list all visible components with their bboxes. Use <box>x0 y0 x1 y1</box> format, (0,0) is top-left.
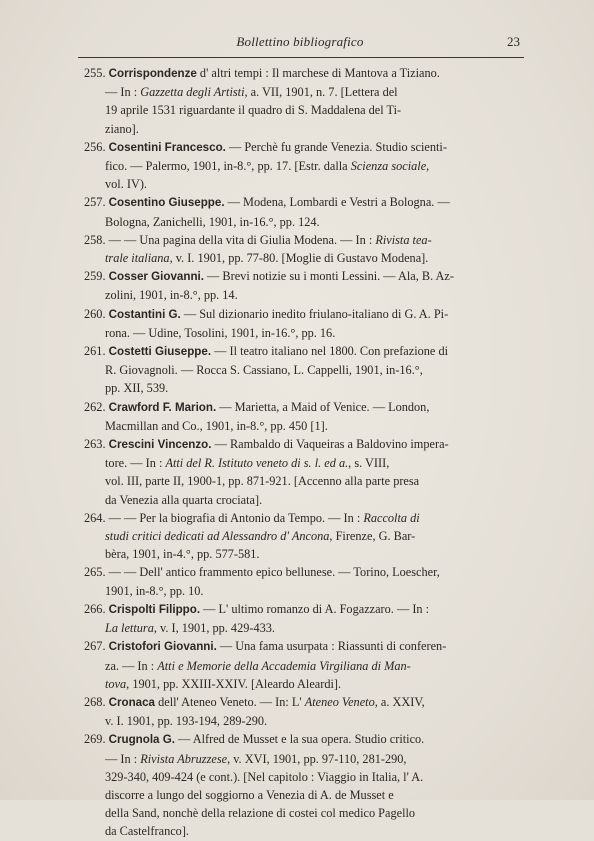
entry-text: , s. VIII, <box>348 456 390 471</box>
bibliography-entry <box>84 193 460 230</box>
entry-periodical: Rivista Abruzzese <box>140 751 228 766</box>
entry-text: ziano]. <box>105 121 139 136</box>
entry-author: Crescini Vincenzo. <box>108 438 212 452</box>
entry-number: 255. <box>84 66 106 80</box>
running-title: Bollettino bibliografico <box>236 34 364 49</box>
entry-periodical: Rivista tea- <box>375 232 432 247</box>
entry-text: , 1901, pp. XXIII-XXIV. [Aleardo Aleardi]. <box>126 676 342 691</box>
entry-number: 267. <box>84 639 106 654</box>
entry-text: v. I. 1901, pp. 193-194, 289-290. <box>105 714 268 729</box>
entry-number: 269. <box>84 732 106 747</box>
entry-text: d' altri tempi : Il marchese di Mantova a Tiziano. <box>196 66 440 80</box>
entry-text: — Perchè fu grande Venezia. Studio scienti- <box>225 139 447 154</box>
entry-periodical: tova <box>105 676 127 691</box>
entry-periodical: Scienza sociale, <box>350 159 430 174</box>
bibliography-entry <box>84 435 460 509</box>
entry-periodical: Raccolta di <box>363 510 420 525</box>
running-header <box>80 34 520 52</box>
bibliography-entry <box>84 637 460 693</box>
entry-text: — In : <box>105 751 141 766</box>
entry-author: Cosentini Francesco. <box>108 140 226 154</box>
entry-author: Cristofori Giovanni. <box>108 640 217 654</box>
entry-text: Macmillan and Co., 1901, in-8.°, pp. 450 [1]. <box>105 418 328 433</box>
entry-text: 1901, in-8.°, pp. 10. <box>105 583 204 598</box>
entry-text: , v. XVI, 1901, pp. 97-110, 281-290, <box>227 751 407 766</box>
page-number: 23 <box>507 34 520 49</box>
entry-number: 268. <box>84 694 106 709</box>
entry-text: 329-340, 409-424 (e cont.). [Nel capitolo : Viaggio in Italia, l' A. <box>105 769 424 784</box>
entry-author: Costantini G. <box>108 307 181 321</box>
entry-periodical: La lettura <box>105 621 154 636</box>
entry-text: fico. — Palermo, 1901, in-8.°, pp. 17. [Estr. dalla <box>105 159 351 174</box>
entry-text: dell' Ateneo Veneto. — In: L' <box>155 694 305 709</box>
bibliography-entry <box>84 730 460 840</box>
entry-author: Corrispondenze <box>108 67 197 80</box>
entry-periodical: Atti e Memorie della Accademia Virgiliana di Man- <box>157 658 411 673</box>
entry-periodical: Gazzetta degli Artisti <box>140 85 245 100</box>
entry-text: , v. I, 1901, pp. 429-433. <box>153 621 275 636</box>
bibliography-entry <box>84 267 460 304</box>
bibliography-entry <box>84 509 460 564</box>
entry-author: Crawford F. Marion. <box>108 400 217 414</box>
entry-text: — Alfred de Musset e la sua opera. Studio critico. <box>174 732 425 747</box>
entry-text: — Marietta, a Maid of Venice. — London, <box>216 399 430 414</box>
entry-periodical: Ateneo Veneto <box>304 694 375 709</box>
entry-text: — L' ultimo romanzo di A. Fogazzaro. — In : <box>200 601 430 616</box>
entry-number: 265. <box>84 565 106 580</box>
entry-text: pp. XII, 539. <box>105 381 169 396</box>
entry-text: da Venezia alla quarta crociata]. <box>105 492 263 507</box>
entry-author: Cosentino Giuseppe. <box>108 196 225 210</box>
entry-text: R. Giovagnoli. — Rocca S. Cassiano, L. Cappelli, 1901, in-16.°, <box>105 363 423 378</box>
entry-text: vol. III, parte II, 1900-1, pp. 871-921. [Accenno alla parte presa <box>105 474 420 489</box>
entry-periodical: trale italiana <box>105 251 170 266</box>
entry-text: 19 aprile 1531 riguardante il quadro di S. Maddalena del Ti- <box>105 103 402 118</box>
entry-number: 266. <box>84 601 106 616</box>
entry-text: Bologna, Zanichelli, 1901, in-16.°, pp. 124. <box>105 214 320 229</box>
entry-text: della Sand, nonchè della relazione di costei col medico Pagello <box>105 806 416 821</box>
entry-periodical: studi critici dedicati ad Alessandro d' Ancona <box>105 529 330 544</box>
entry-text: , v. I. 1901, pp. 77-80. [Moglie di Gustavo Modena]. <box>169 251 429 266</box>
bibliography-entry <box>84 305 460 342</box>
entry-author: Crugnola G. <box>108 733 175 747</box>
entry-text: , a. VII, 1901, n. 7. [Lettera del <box>244 85 398 100</box>
entry-text: — Sul dizionario inedito friulano-italiano di G. A. Pi- <box>180 306 449 321</box>
bibliography-entry <box>84 600 460 637</box>
entry-text: — Brevi notizie su i monti Lessini. — Ala, B. Az- <box>203 269 454 284</box>
entry-number: 263. <box>84 437 106 452</box>
bibliography-entry <box>84 231 460 267</box>
entry-number: 260. <box>84 306 106 321</box>
bibliography-entry <box>84 342 460 398</box>
entry-author: Costetti Giuseppe. <box>108 345 212 359</box>
bibliography-list <box>84 64 460 841</box>
entry-number: 257. <box>84 195 106 210</box>
entry-text: za. — In : <box>105 658 158 673</box>
entry-author: Crispolti Filippo. <box>108 602 201 616</box>
entry-text: — Il teatro italiano nel 1800. Con prefazione di <box>211 344 449 359</box>
entry-text: — Una fama usurpata : Riassunti di conferen- <box>216 639 447 654</box>
entry-text: — — Per la biografia di Antonio da Tempo. — In : <box>105 510 364 525</box>
entry-text: , a. XXIV, <box>374 694 425 709</box>
entry-number: 262. <box>84 399 106 414</box>
entry-text: — — Una pagina della vita di Giulia Modena. — In : <box>105 232 376 247</box>
entry-author: Cronaca <box>108 695 156 709</box>
bibliography-entry <box>84 64 460 138</box>
entry-number: 259. <box>84 269 106 284</box>
entry-text: vol. IV). <box>105 177 148 192</box>
bibliography-entry <box>84 693 460 730</box>
entry-text: — In : <box>105 85 141 100</box>
entry-text: — Rambaldo di Vaqueiras a Baldovino impera- <box>211 437 449 452</box>
entry-number: 264. <box>84 510 106 525</box>
entry-periodical: Atti del R. Istituto veneto di s. l. ed a. <box>165 456 349 471</box>
entry-number: 258. <box>84 232 106 247</box>
entry-text: , Firenze, G. Bar- <box>329 529 416 544</box>
entry-author: Cosser Giovanni. <box>108 270 204 284</box>
entry-text: zolini, 1901, in-8.°, pp. 14. <box>105 288 238 303</box>
bibliography-entry <box>84 138 460 194</box>
bibliography-entry <box>84 563 460 599</box>
entry-number: 256. <box>84 139 106 154</box>
entry-text: tore. — In : <box>105 456 166 471</box>
bibliography-entry <box>84 398 460 435</box>
entry-text: discorre a lungo del soggiorno a Venezia di A. de Musset e <box>105 787 394 802</box>
entry-text: — — Dell' antico frammento epico bellunese. — Torino, Loescher, <box>105 565 440 580</box>
entry-text: — Modena, Lombardi e Vestri a Bologna. — <box>224 195 450 210</box>
entry-text: rona. — Udine, Tosolini, 1901, in-16.°, pp. 16. <box>105 325 336 340</box>
entry-number: 261. <box>84 344 106 359</box>
entry-text: da Castelfranco]. <box>105 824 189 839</box>
entry-text: bèra, 1901, in-4.°, pp. 577-581. <box>105 547 260 562</box>
header-rule <box>78 57 524 58</box>
